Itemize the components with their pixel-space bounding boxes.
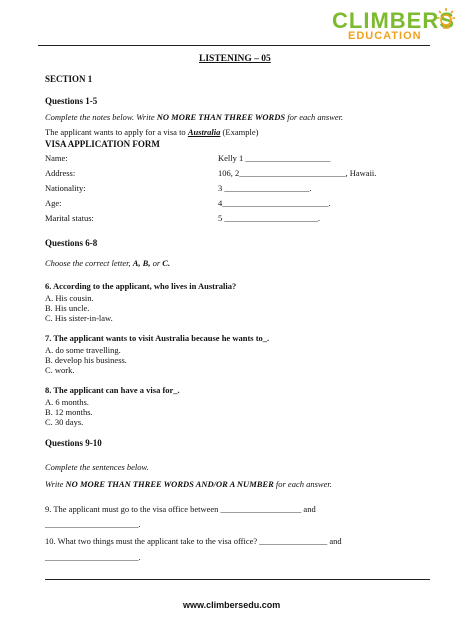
question-8-option-b: B. 12 months. [45, 407, 93, 417]
question-7-option-c: C. work. [45, 365, 75, 375]
page-title: LISTENING – 05 [199, 54, 271, 64]
form-field-age: 4_________________________. [218, 198, 331, 208]
questions-9-10-instruction-1: Complete the sentences below. [45, 462, 149, 472]
question-6-option-b: B. His uncle. [45, 303, 90, 313]
sentence-10-continued: ______________________. [45, 552, 141, 562]
question-8: 8. The applicant can have a visa for_. [45, 385, 180, 395]
question-8-option-a: A. 6 months. [45, 397, 89, 407]
questions-6-8-instructions: Choose the correct letter, A, B, or C. [45, 258, 171, 268]
form-label-name: Name: [45, 153, 68, 163]
question-6-option-a: A. His cousin. [45, 293, 94, 303]
form-label-age: Age: [45, 198, 62, 208]
questions-9-10-instruction-2: Write NO MORE THAN THREE WORDS AND/OR A NUMBER for each answer. [45, 479, 332, 489]
question-7-option-a: A. do some travelling. [45, 345, 121, 355]
question-7: 7. The applicant wants to visit Australia because he wants to_. [45, 333, 270, 343]
form-title: VISA APPLICATION FORM [45, 139, 160, 149]
section-heading: SECTION 1 [45, 74, 93, 84]
sentence-10: 10. What two things must the applicant take to the visa office? ________________ and [45, 536, 342, 546]
header-rule [38, 45, 430, 46]
questions-6-8-heading: Questions 6-8 [45, 238, 98, 248]
question-8-option-c: C. 30 days. [45, 417, 84, 427]
logo-wordmark: CLIMBERS [332, 8, 455, 33]
form-label-nationality: Nationality: [45, 183, 86, 193]
logo-subtitle: EDUCATION [348, 30, 422, 42]
form-label-address: Address: [45, 168, 76, 178]
question-7-option-b: B. develop his business. [45, 355, 127, 365]
form-label-marital: Marital status: [45, 213, 94, 223]
sentence-9: 9. The applicant must go to the visa office between ___________________ and [45, 504, 316, 514]
form-field-address: 106, 2_________________________, Hawaii. [218, 168, 377, 178]
question-6: 6. According to the applicant, who lives in Australia? [45, 281, 237, 291]
questions-1-5-instructions: Complete the notes below. Write NO MORE THAN THREE WORDS for each answer. [45, 112, 344, 122]
form-field-nationality: 3 ____________________. [218, 183, 312, 193]
question-6-option-c: C. His sister-in-law. [45, 313, 113, 323]
form-field-name: Kelly 1 ____________________ [218, 153, 331, 163]
footer-url[interactable]: www.climbersedu.com [183, 600, 281, 610]
footer-rule [45, 579, 430, 580]
questions-9-10-heading: Questions 9-10 [45, 438, 102, 448]
questions-1-5-heading: Questions 1-5 [45, 96, 98, 106]
sentence-9-continued: ______________________. [45, 519, 141, 529]
form-field-marital: 5 ______________________. [218, 213, 320, 223]
lightbulb-icon [436, 7, 456, 40]
example-line: The applicant wants to apply for a visa to Australia (Example) [45, 127, 259, 137]
